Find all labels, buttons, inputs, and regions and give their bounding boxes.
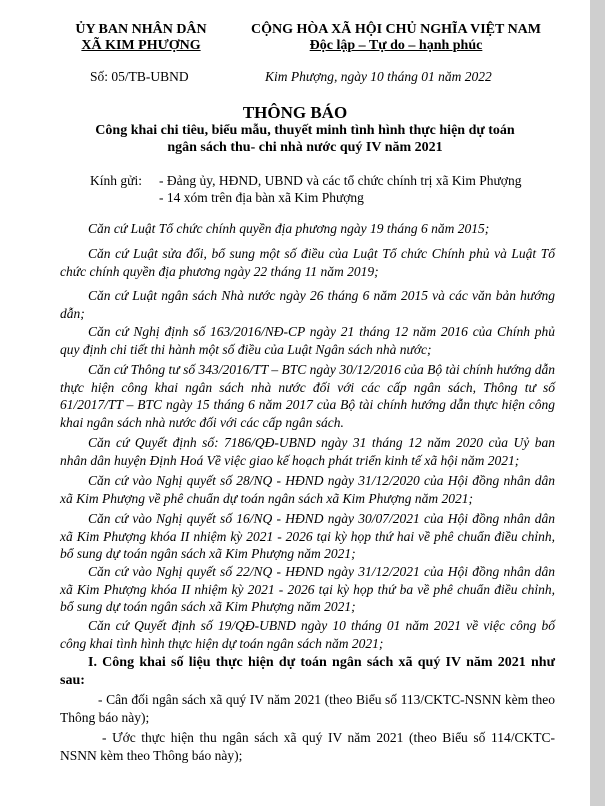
subtitle-line-1: Công khai chi tiêu, biểu mẫu, thuyết minh tình hình thực hiện dự toán (95, 123, 515, 138)
recipients-label: Kính gửi: (90, 173, 142, 188)
motto-line-1: CỘNG HÒA XÃ HỘI CHỦ NGHĨA VIỆT NAM (250, 22, 541, 37)
basis-paragraph: Căn cứ Nghị định số 163/2016/NĐ-CP ngày 21 tháng 12 năm 2016 của Chính phủ quy định chi tiết thi hành một số điều của Luật Ngân sách nhà nước; (60, 324, 555, 357)
section-item: - Ước thực hiện thu ngân sách xã quý IV năm 2021 (theo Biểu số 114/CKTC-NSNN kèm theo Thông báo này); (60, 730, 555, 763)
place-date: Kim Phượng, ngày 10 tháng 01 năm 2022 (265, 69, 492, 84)
section-1-heading: I. Công khai số liệu thực hiện dự toán ngân sách xã quý IV năm 2021 như sau: (60, 655, 555, 688)
recipient-line-1: - Đảng ủy, HĐND, UBND và các tổ chức chính trị xã Kim Phượng (159, 173, 522, 188)
basis-paragraph: Căn cứ Luật Tổ chức chính quyền địa phương ngày 19 tháng 6 năm 2015; (88, 221, 490, 236)
viewer-scrollbar-track[interactable] (590, 0, 605, 806)
section-item: - Cân đối ngân sách xã quý IV năm 2021 (theo Biểu số 113/CKTC-NSNN kèm theo Thông báo này); (60, 692, 555, 725)
document-title: THÔNG BÁO (242, 103, 348, 122)
basis-paragraph: Căn cứ vào Nghị quyết số 22/NQ - HĐND ngày 31/12/2021 của Hội đồng nhân dân xã Kim Phượng khóa II nhiệm kỳ 2021 - 2026 tại kỳ họp thứ ba về phê chuẩn điều chỉnh, bổ sung dự toán ngân sách xã Kim Phượng năm 2021; (60, 564, 555, 614)
basis-paragraph: Căn cứ vào Nghị quyết số 16/NQ - HĐND ngày 30/07/2021 của Hội đồng nhân dân xã Kim Phượng khóa II nhiệm kỳ 2021 - 2026 tại kỳ họp thứ hai về phê chuẩn điều chỉnh, bổ sung dự toán ngân sách xã Kim Phượng năm 2021; (60, 511, 555, 561)
national-motto (226, 22, 566, 54)
basis-paragraph: Căn cứ Luật ngân sách Nhà nước ngày 26 tháng 6 năm 2015 và các văn bản hướng dẫn; (60, 288, 555, 321)
basis-paragraph: Căn cứ vào Nghị quyết số 28/NQ - HĐND ngày 31/12/2020 của Hội đồng nhân dân xã Kim Phượng về phê chuẩn dự toán ngân sách xã Kim Phượng năm 2021; (60, 473, 555, 506)
motto-line-2: Độc lập – Tự do – hạnh phúc (309, 38, 483, 53)
authority-line-1: ỦY BAN NHÂN DÂN (75, 22, 207, 37)
basis-paragraph: Căn cứ Luật sửa đổi, bổ sung một số điều của Luật Tổ chức Chính phủ và Luật Tổ chức chính quyền địa phương ngày 22 tháng 11 năm 2019; (60, 246, 555, 279)
authority-line-2: XÃ KIM PHƯỢNG (81, 38, 201, 53)
basis-paragraph: Căn cứ Quyết định số 19/QĐ-UBND ngày 10 tháng 01 năm 2021 về việc công bố công khai tình hình thực hiện dự toán ngân sách năm 2021; (60, 618, 555, 651)
basis-paragraph: Căn cứ Quyết định số: 7186/QĐ-UBND ngày 31 tháng 12 năm 2020 của Uỷ ban nhân dân huyện Định Hoá Về việc giao kế hoạch phát triển kinh tế xã hội năm 2021; (60, 435, 555, 468)
subtitle-line-2: ngân sách thu- chi nhà nước quý IV năm 2021 (167, 140, 443, 155)
document-number: Số: 05/TB-UBND (90, 69, 189, 84)
issuing-authority (66, 22, 216, 54)
recipient-line-2: - 14 xóm trên địa bàn xã Kim Phượng (159, 190, 364, 205)
basis-paragraph: Căn cứ Thông tư số 343/2016/TT – BTC ngày 30/12/2016 của Bộ tài chính hướng dẫn thực hiện công khai ngân sách nhà nước đối với các cấp ngân sách, Thông tư số 61/2017/TT – BTC ngày 15 tháng 6 năm 2017 của Bộ tài chính hướng dẫn thực hiện công khai ngân sách nhà nước đối với các cấp ngân sách. (60, 362, 555, 430)
